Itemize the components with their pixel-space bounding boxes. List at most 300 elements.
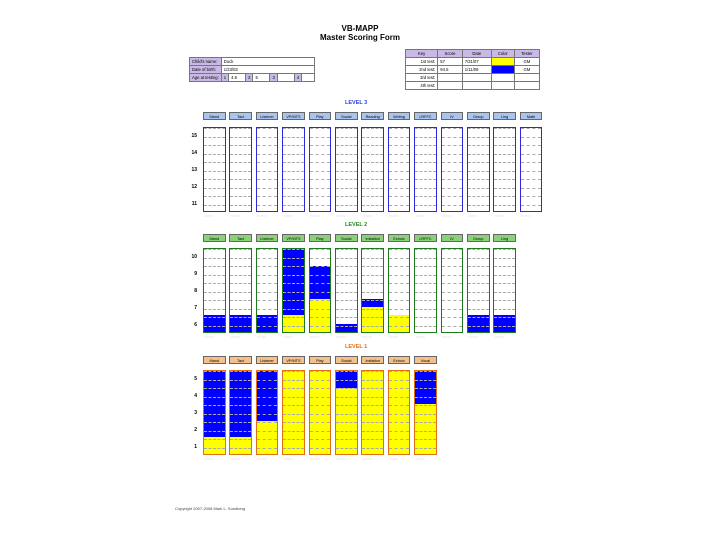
- grid-cell: [389, 326, 410, 334]
- grid-cell: [204, 154, 225, 163]
- grid-cell: [204, 448, 225, 456]
- milestone-number: 10: [191, 253, 197, 260]
- grid-cell: [230, 300, 251, 309]
- domain-header: Mand: [203, 112, 226, 120]
- grid-cell: [283, 283, 304, 292]
- grid-cell: [230, 326, 251, 334]
- grid-cell: [283, 266, 304, 275]
- grid-cell: [310, 292, 331, 301]
- faint-footer-text: ○○○○: [283, 334, 293, 339]
- grid-cell: [257, 422, 278, 431]
- grid-cell: [204, 380, 225, 389]
- grid-cell: [362, 439, 383, 448]
- grid-cell: [204, 179, 225, 188]
- faint-footer-text: ○○○○: [283, 213, 293, 218]
- grid-cell: [336, 448, 357, 456]
- grid-cell: [336, 258, 357, 267]
- domain-column: [414, 127, 437, 212]
- grid-cell: [230, 283, 251, 292]
- grid-cell: [283, 309, 304, 318]
- faint-footer-text: ○○○○: [441, 334, 452, 339]
- domain-column: [335, 370, 358, 455]
- grid-cell: [468, 128, 489, 137]
- grid-cell: [442, 283, 463, 292]
- grid-cell: [442, 145, 463, 154]
- grid-cell: [336, 275, 357, 284]
- grid-cell: [362, 283, 383, 292]
- grid-cell: [336, 388, 357, 397]
- grid-cell: [310, 249, 331, 258]
- grid-cell: [362, 154, 383, 163]
- domain-column: [467, 248, 490, 333]
- grid-cell: [415, 414, 436, 423]
- grid-cell: [283, 128, 304, 137]
- grid-cell: [230, 128, 251, 137]
- grid-cell: [230, 179, 251, 188]
- grid-cell: [204, 388, 225, 397]
- grid-cell: [283, 179, 304, 188]
- milestone-number: 9: [194, 270, 197, 277]
- grid-cell: [494, 266, 515, 275]
- domain-header: Vocal: [414, 356, 437, 364]
- grid-cell: [389, 405, 410, 414]
- grid-cell: [257, 145, 278, 154]
- grid-cell: [257, 162, 278, 171]
- grid-cell: [310, 300, 331, 309]
- grid-cell: [415, 326, 436, 334]
- grid-cell: [389, 371, 410, 380]
- faint-footer-text: ○○○○: [283, 456, 293, 461]
- grid-cell: [521, 171, 542, 180]
- grid-cell: [283, 422, 304, 431]
- grid-cell: [283, 188, 304, 197]
- grid-cell: [362, 196, 383, 205]
- faint-footer-text: ○○○○: [388, 456, 399, 461]
- grid-cell: [204, 283, 225, 292]
- grid-cell: [415, 380, 436, 389]
- grid-cell: [283, 145, 304, 154]
- grid-cell: [389, 439, 410, 448]
- grid-cell: [389, 162, 410, 171]
- domain-column: [414, 248, 437, 333]
- grid-cell: [468, 317, 489, 326]
- key-row-2-tester: GM: [514, 66, 539, 74]
- grid-cell: [310, 188, 331, 197]
- grid-cell: [204, 439, 225, 448]
- faint-footer-text: ○○○○: [494, 213, 505, 218]
- domain-header: Play: [309, 234, 332, 242]
- grid-cell: [362, 162, 383, 171]
- grid-cell: [230, 388, 251, 397]
- milestone-number: 2: [194, 426, 197, 433]
- faint-footer-text: ○○○○: [362, 213, 373, 218]
- domain-header: Mand: [203, 234, 226, 242]
- grid-cell: [415, 258, 436, 267]
- grid-cell: [257, 448, 278, 456]
- grid-cell: [415, 439, 436, 448]
- grid-cell: [204, 196, 225, 205]
- faint-footer-text: ○○○○: [309, 213, 320, 218]
- grid-cell: [336, 179, 357, 188]
- milestone-number: 1: [194, 443, 197, 450]
- key-row-2-date: 1/11/08: [462, 66, 491, 74]
- grid-cell: [468, 266, 489, 275]
- grid-cell: [389, 283, 410, 292]
- grid-cell: [336, 405, 357, 414]
- grid-cell: [494, 249, 515, 258]
- grid-cell: [336, 397, 357, 406]
- faint-footer-text: ○○○○: [336, 456, 346, 461]
- name-label: Child's name:: [190, 58, 222, 66]
- grid-cell: [310, 145, 331, 154]
- grid-cell: [310, 431, 331, 440]
- grid-cell: [521, 145, 542, 154]
- faint-footer-text: ○○○○: [362, 334, 373, 339]
- grid-cell: [389, 414, 410, 423]
- grid-cell: [204, 137, 225, 146]
- grid-cell: [362, 380, 383, 389]
- grid-cell: [204, 171, 225, 180]
- grid-cell: [415, 300, 436, 309]
- faint-footer-text: ○○○○: [230, 334, 241, 339]
- grid-cell: [468, 145, 489, 154]
- age-num-4: 4: [294, 74, 301, 82]
- grid-cell: [389, 388, 410, 397]
- domain-column: [203, 248, 226, 333]
- grid-cell: [415, 179, 436, 188]
- grid-cell: [362, 249, 383, 258]
- grid-cell: [283, 371, 304, 380]
- key-row-1-score: 57: [438, 58, 462, 66]
- grid-cell: [521, 137, 542, 146]
- grid-cell: [230, 154, 251, 163]
- domain-header: Social: [335, 356, 358, 364]
- grid-cell: [494, 258, 515, 267]
- key-row-3-score: [438, 74, 462, 82]
- age-num-1: 1: [221, 74, 228, 82]
- faint-footer-text: ○○○○: [388, 213, 399, 218]
- grid-cell: [204, 317, 225, 326]
- grid-cell: [521, 196, 542, 205]
- domain-column: [309, 370, 332, 455]
- grid-cell: [362, 292, 383, 301]
- grid-cell: [204, 128, 225, 137]
- grid-cell: [310, 154, 331, 163]
- domain-column: [203, 127, 226, 212]
- grid-cell: [362, 275, 383, 284]
- milestone-number: 14: [191, 149, 197, 156]
- grid-cell: [283, 196, 304, 205]
- grid-cell: [336, 326, 357, 334]
- grid-cell: [442, 326, 463, 334]
- faint-footer-text: ○○○○: [388, 334, 399, 339]
- grid-cell: [310, 128, 331, 137]
- milestone-number: 4: [194, 392, 197, 399]
- grid-cell: [442, 266, 463, 275]
- grid-cell: [442, 179, 463, 188]
- grid-cell: [415, 171, 436, 180]
- grid-cell: [362, 405, 383, 414]
- grid-cell: [362, 448, 383, 456]
- grid-cell: [336, 145, 357, 154]
- grid-cell: [362, 188, 383, 197]
- grid-cell: [389, 292, 410, 301]
- grid-cell: [468, 179, 489, 188]
- domain-header: Imitation: [361, 234, 384, 242]
- grid-cell: [336, 266, 357, 275]
- grid-cell: [468, 326, 489, 334]
- grid-cell: [442, 137, 463, 146]
- grid-cell: [230, 249, 251, 258]
- grid-cell: [257, 326, 278, 334]
- key-row-3-date: [462, 74, 491, 82]
- grid-cell: [336, 371, 357, 380]
- grid-cell: [257, 292, 278, 301]
- grid-cell: [283, 405, 304, 414]
- grid-cell: [521, 179, 542, 188]
- grid-cell: [415, 431, 436, 440]
- grid-cell: [283, 249, 304, 258]
- grid-cell: [230, 317, 251, 326]
- grid-cell: [468, 275, 489, 284]
- grid-cell: [442, 188, 463, 197]
- milestone-number: 12: [191, 183, 197, 190]
- grid-cell: [521, 154, 542, 163]
- grid-cell: [389, 196, 410, 205]
- grid-cell: [415, 448, 436, 456]
- key-row-3-label: 3rd test:: [406, 74, 438, 82]
- grid-cell: [494, 317, 515, 326]
- domain-column: [361, 248, 384, 333]
- grid-cell: [415, 266, 436, 275]
- faint-footer-text: ○○○○: [256, 334, 267, 339]
- domain-column: [229, 127, 252, 212]
- grid-cell: [310, 317, 331, 326]
- domain-column: [414, 370, 437, 455]
- date-header: Date: [462, 50, 491, 58]
- grid-cell: [257, 137, 278, 146]
- age-value-1: 4.6: [229, 74, 246, 82]
- grid-cell: [389, 137, 410, 146]
- grid-cell: [204, 188, 225, 197]
- domain-header: IV: [441, 234, 464, 242]
- key-row-4-score: [438, 82, 462, 90]
- grid-cell: [283, 171, 304, 180]
- grid-cell: [336, 439, 357, 448]
- grid-cell: [362, 388, 383, 397]
- dob-value: 1/23/03: [221, 66, 314, 74]
- grid-cell: [230, 171, 251, 180]
- key-row-1-label: 1st test:: [406, 58, 438, 66]
- grid-cell: [204, 266, 225, 275]
- grid-cell: [362, 266, 383, 275]
- copyright-text: Copyright 2007-2008 Mark L. Sundberg: [175, 506, 246, 511]
- grid-cell: [389, 422, 410, 431]
- domain-column: [361, 127, 384, 212]
- grid-cell: [257, 300, 278, 309]
- milestone-number: 8: [194, 287, 197, 294]
- grid-cell: [310, 266, 331, 275]
- grid-cell: [362, 300, 383, 309]
- grid-cell: [362, 137, 383, 146]
- grid-cell: [336, 422, 357, 431]
- faint-footer-text: ○○○○: [336, 213, 346, 218]
- grid-cell: [521, 205, 542, 213]
- grid-cell: [204, 249, 225, 258]
- domain-header: LRFFC: [414, 234, 437, 242]
- key-row-3-tester: [514, 74, 539, 82]
- grid-cell: [521, 128, 542, 137]
- grid-cell: [336, 309, 357, 318]
- grid-cell: [336, 154, 357, 163]
- grid-cell: [257, 275, 278, 284]
- grid-cell: [257, 283, 278, 292]
- grid-cell: [204, 275, 225, 284]
- grid-cell: [283, 275, 304, 284]
- grid-cell: [494, 205, 515, 213]
- grid-cell: [415, 283, 436, 292]
- grid-cell: [336, 283, 357, 292]
- grid-cell: [494, 283, 515, 292]
- grid-cell: [442, 309, 463, 318]
- domain-column: [493, 127, 516, 212]
- level-title: LEVEL 1: [345, 344, 368, 350]
- grid-cell: [442, 292, 463, 301]
- grid-cell: [415, 371, 436, 380]
- grid-cell: [310, 179, 331, 188]
- milestone-number: 5: [194, 375, 197, 382]
- domain-column: [441, 248, 464, 333]
- faint-footer-text: ○○○○: [362, 456, 373, 461]
- grid-cell: [257, 249, 278, 258]
- domain-header: Social: [335, 234, 358, 242]
- grid-cell: [230, 205, 251, 213]
- grid-cell: [362, 371, 383, 380]
- domain-header: Tact: [229, 112, 252, 120]
- domain-header: VP/MTS: [282, 112, 305, 120]
- grid-cell: [521, 188, 542, 197]
- grid-cell: [204, 205, 225, 213]
- grid-cell: [442, 300, 463, 309]
- grid-cell: [230, 275, 251, 284]
- grid-cell: [494, 171, 515, 180]
- grid-cell: [336, 300, 357, 309]
- grid-cell: [389, 154, 410, 163]
- grid-cell: [257, 371, 278, 380]
- tester-header: Tester: [514, 50, 539, 58]
- grid-cell: [468, 258, 489, 267]
- grid-cell: [415, 205, 436, 213]
- grid-cell: [389, 397, 410, 406]
- grid-cell: [283, 317, 304, 326]
- grid-cell: [468, 205, 489, 213]
- form-title: VB-MAPP: [341, 24, 379, 33]
- domain-header: Writing: [388, 112, 411, 120]
- grid-cell: [283, 205, 304, 213]
- grid-cell: [494, 128, 515, 137]
- grid-cell: [204, 414, 225, 423]
- domain-column: [361, 370, 384, 455]
- child-info-table: [189, 57, 315, 82]
- grid-cell: [283, 448, 304, 456]
- faint-footer-text: ○○○○: [494, 334, 505, 339]
- grid-cell: [230, 414, 251, 423]
- grid-cell: [204, 422, 225, 431]
- form-subtitle: Master Scoring Form: [319, 33, 400, 42]
- grid-cell: [389, 266, 410, 275]
- key-row-4-label: 4th test:: [406, 82, 438, 90]
- grid-cell: [362, 258, 383, 267]
- grid-cell: [230, 145, 251, 154]
- domain-column: [388, 248, 411, 333]
- grid-cell: [310, 283, 331, 292]
- grid-cell: [283, 439, 304, 448]
- grid-cell: [468, 162, 489, 171]
- key-row-4-color-swatch: [491, 82, 514, 90]
- domain-column: [467, 127, 490, 212]
- domain-header: Group: [467, 234, 490, 242]
- grid-cell: [230, 431, 251, 440]
- grid-cell: [310, 205, 331, 213]
- grid-cell: [230, 439, 251, 448]
- grid-cell: [389, 317, 410, 326]
- grid-cell: [389, 431, 410, 440]
- grid-cell: [389, 249, 410, 258]
- grid-cell: [204, 162, 225, 171]
- faint-footer-text: ○○○○: [230, 213, 241, 218]
- grid-cell: [204, 300, 225, 309]
- domain-column: [256, 127, 279, 212]
- milestone-number: 3: [194, 409, 197, 416]
- grid-cell: [468, 249, 489, 258]
- grid-cell: [389, 275, 410, 284]
- grid-cell: [283, 326, 304, 334]
- grid-cell: [230, 292, 251, 301]
- grid-cell: [389, 128, 410, 137]
- grid-cell: [389, 188, 410, 197]
- domain-column: [388, 127, 411, 212]
- grid-cell: [415, 128, 436, 137]
- domain-column: [493, 248, 516, 333]
- domain-column: [229, 248, 252, 333]
- domain-header: Tact: [229, 234, 252, 242]
- faint-footer-text: ○○○○: [204, 213, 214, 218]
- grid-cell: [204, 309, 225, 318]
- grid-cell: [468, 154, 489, 163]
- faint-footer-text: ○○○○: [415, 334, 425, 339]
- grid-cell: [283, 431, 304, 440]
- grid-cell: [336, 431, 357, 440]
- grid-cell: [257, 309, 278, 318]
- grid-cell: [310, 422, 331, 431]
- grid-cell: [257, 128, 278, 137]
- grid-cell: [204, 145, 225, 154]
- domain-column: [203, 370, 226, 455]
- grid-cell: [468, 137, 489, 146]
- domain-header: Imitation: [361, 356, 384, 364]
- grid-cell: [310, 171, 331, 180]
- grid-cell: [257, 258, 278, 267]
- grid-cell: [310, 414, 331, 423]
- domain-header: Group: [467, 112, 490, 120]
- key-row-4-tester: [514, 82, 539, 90]
- grid-cell: [257, 179, 278, 188]
- grid-cell: [442, 275, 463, 284]
- grid-cell: [230, 162, 251, 171]
- grid-cell: [442, 205, 463, 213]
- faint-footer-text: ○○○○: [256, 456, 267, 461]
- domain-header: Echoic: [388, 356, 411, 364]
